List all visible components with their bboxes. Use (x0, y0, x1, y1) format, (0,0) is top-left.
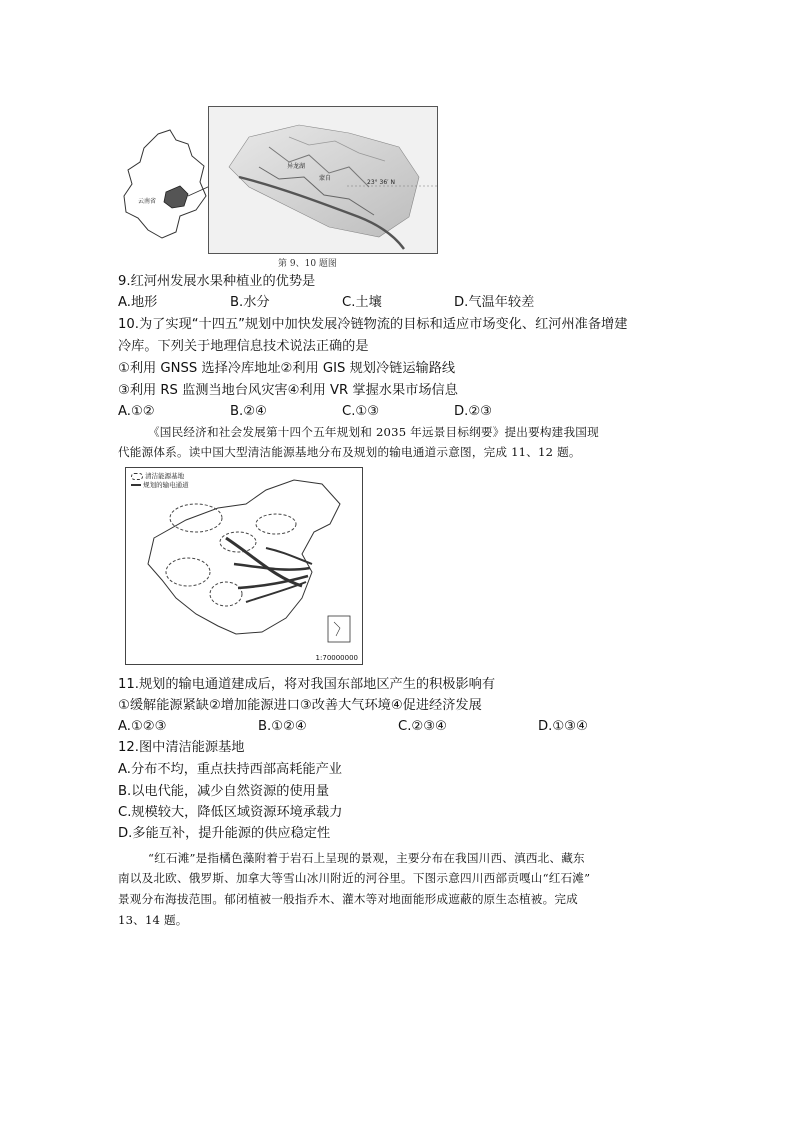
legend-channel-label: 规划的输电通道 (143, 481, 189, 489)
legend-base-symbol (131, 473, 143, 480)
q11-items: ①缓解能源紧缺②增加能源进口③改善大气环境④促进经济发展 (118, 698, 482, 713)
q10-items-line1: ①利用 GNSS 选择冷库地址②利用 GIS 规划冷链运输路线 (118, 361, 456, 376)
passage2-line2: 南以及北欧、俄罗斯、加拿大等雪山冰川附近的河谷里。下图示意四川西部贡嘎山“红石滩” (118, 871, 591, 885)
q9-option-c: C.土壤 (342, 295, 382, 310)
figure-honghe-map (118, 98, 438, 270)
passage2-line1: “红石滩”是指橘色藻附着于岩石上呈现的景观，主要分布在我国川西、滇西北、藏东 (148, 851, 585, 865)
relief-map (208, 106, 438, 254)
map-legend (129, 471, 191, 491)
q10-items-line2: ③利用 RS 监测当地台风灾害④利用 VR 掌握水果市场信息 (118, 383, 458, 398)
q11-options (118, 718, 678, 735)
q12-option-d: D.多能互补，提升能源的供应稳定性 (118, 826, 331, 841)
town-label: 蒙自 (319, 175, 332, 182)
q11-option-d: D.①③④ (538, 719, 588, 734)
q11-option-a: A.①②③ (118, 719, 167, 734)
q10-stem-line1: 10.为了实现“十四五”规划中加快发展冷链物流的目标和适应市场变化、红河州准备增建 (118, 317, 628, 332)
china-map-graphic (126, 468, 362, 664)
q11-option-b: B.①②④ (258, 719, 307, 734)
q10-options (118, 403, 678, 420)
q11-option-c: C.②③④ (398, 719, 447, 734)
q10-stem-line2: 冷库。下列关于地理信息技术说法正确的是 (118, 339, 369, 354)
yunnan-inset-map (118, 126, 210, 246)
q10-option-a: A.①② (118, 404, 155, 419)
q10-option-d: D.②③ (454, 404, 492, 419)
q9-option-b: B.水分 (230, 295, 270, 310)
passage2-line4: 13、14 题。 (118, 913, 188, 927)
passage1-line1: 《国民经济和社会发展第十四个五年规划和 2035 年远景目标纲要》提出要构建我国现 (148, 425, 599, 439)
q10-option-c: C.①③ (342, 404, 380, 419)
q12-option-c: C.规模较大，降低区域资源环境承载力 (118, 805, 343, 820)
q12-stem: 12.图中清洁能源基地 (118, 740, 245, 755)
legend-channel-symbol (131, 484, 141, 486)
q10-option-b: B.②④ (230, 404, 267, 419)
passage1-line2: 代能源体系。读中国大型清洁能源基地分布及规划的输电通道示意图，完成 11、12 题。 (118, 445, 581, 459)
latitude-label: 23° 36′ N (367, 179, 395, 186)
q12-option-a: A.分布不均，重点扶持西部高耗能产业 (118, 762, 342, 777)
figure1-caption: 第 9、10 题图 (278, 259, 337, 269)
q11-stem: 11.规划的输电通道建成后，将对我国东部地区产生的积极影响有 (118, 677, 496, 692)
lake-label: 异龙湖 (287, 163, 306, 170)
legend-base-label: 清洁能源基地 (145, 472, 185, 480)
q9-option-a: A.地形 (118, 295, 158, 310)
figure-china-energy-map (125, 467, 363, 665)
q12-option-b: B.以电代能，减少自然资源的使用量 (118, 784, 330, 799)
province-label: 云南省 (138, 198, 157, 205)
map-scale: 1:70000000 (315, 654, 358, 662)
q9-stem: 9.红河州发展水果种植业的优势是 (118, 274, 316, 289)
q9-options (118, 294, 678, 311)
q9-option-d: D.气温年较差 (454, 295, 535, 310)
passage2-line3: 景观分布海拔范围。郁闭植被一般指乔木、灌木等对地面能形成遮蔽的原生态植被。完成 (118, 892, 578, 906)
